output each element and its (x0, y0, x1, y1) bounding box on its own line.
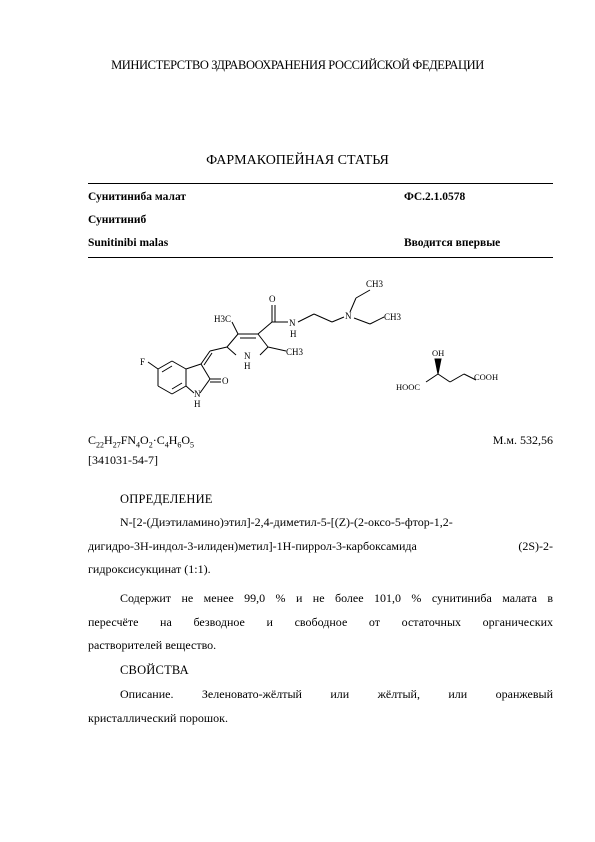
label-h3c: H3C (214, 314, 232, 324)
article-status: Вводится впервые (404, 237, 501, 249)
label-n-lactam: N (194, 389, 201, 399)
definition-line-1: N-[2-(Диэтиламино)этил]-2,4-диметил-5-[(Z)-(2-оксо-5-фтор-1,2- (120, 515, 453, 529)
article-name-short: Сунитиниб (88, 214, 147, 226)
description-line-1 (88, 683, 553, 707)
label-cooh: COOH (474, 372, 499, 382)
label-n-amine: N (345, 311, 352, 321)
malate-bonds (426, 359, 476, 382)
structural-formula (88, 262, 553, 432)
definition-line-2: дигидро-3H-индол-3-илиден)метил]-1H-пиррол-3-карбоксамида (2S)-2- (88, 538, 553, 553)
sunitinib-bonds (148, 290, 384, 394)
header-rule-top (88, 183, 553, 184)
label-ch3-top: CH3 (366, 279, 384, 289)
article-name-ru: Сунитиниба малат (88, 191, 187, 203)
molar-mass: М.м. 532,56 (492, 433, 553, 447)
label-oh: OH (432, 348, 445, 358)
definition-heading: ОПРЕДЕЛЕНИЕ (120, 492, 213, 506)
document-type: ФАРМАКОПЕЙНАЯ СТАТЬЯ (206, 153, 389, 168)
cas-number: [341031-54-7] (88, 453, 158, 467)
label-o-amide: O (269, 294, 276, 304)
label-ch3-right: CH3 (384, 312, 402, 322)
content-paragraph (88, 587, 553, 658)
definition-line-3: гидроксисукцинат (1:1). (88, 562, 211, 576)
header-rule-bottom (88, 257, 553, 258)
ministry-title: МИНИСТЕРСТВО ЗДРАВООХРАНЕНИЯ РОССИЙСКОЙ ФЕДЕРАЦИИ (111, 58, 484, 72)
label-f: F (140, 357, 146, 367)
molecular-formula: $C_{22}H_{27}FN_4O_2\cdot C_4H_6O_5$ (88, 433, 195, 450)
definition-paragraph (88, 511, 553, 582)
label-ch3-ring: CH3 (286, 347, 304, 357)
label-h-pyrrole: H (244, 361, 251, 371)
label-o-lactam: O (222, 376, 229, 386)
label-hooc: HOOC (396, 382, 421, 392)
description-paragraph (88, 683, 553, 730)
article-code: ФС.2.1.0578 (404, 191, 466, 203)
description-label: Описание. (120, 687, 174, 701)
label-h-amide: H (290, 329, 297, 339)
article-name-lat: Sunitinibi malas (88, 237, 169, 249)
content-line-1: Содержит не менее 99,0 % и не более 101,0 % сунитиниба малата в (120, 591, 553, 605)
label-h-lactam: H (194, 399, 201, 409)
content-line-3: растворителей вещество. (88, 638, 217, 652)
properties-heading: СВОЙСТВА (120, 663, 189, 677)
label-n-pyrrole: N (244, 351, 251, 361)
description-text-1: Зеленовато-жёлтый или жёлтый, или оранжевый (173, 687, 553, 701)
content-line-2: пересчёте на безводное и свободное от остаточных органических (88, 614, 553, 629)
malate-atom-labels (396, 348, 498, 392)
description-line-2: кристаллический порошок. (88, 710, 228, 725)
label-n-amide: N (289, 318, 296, 328)
